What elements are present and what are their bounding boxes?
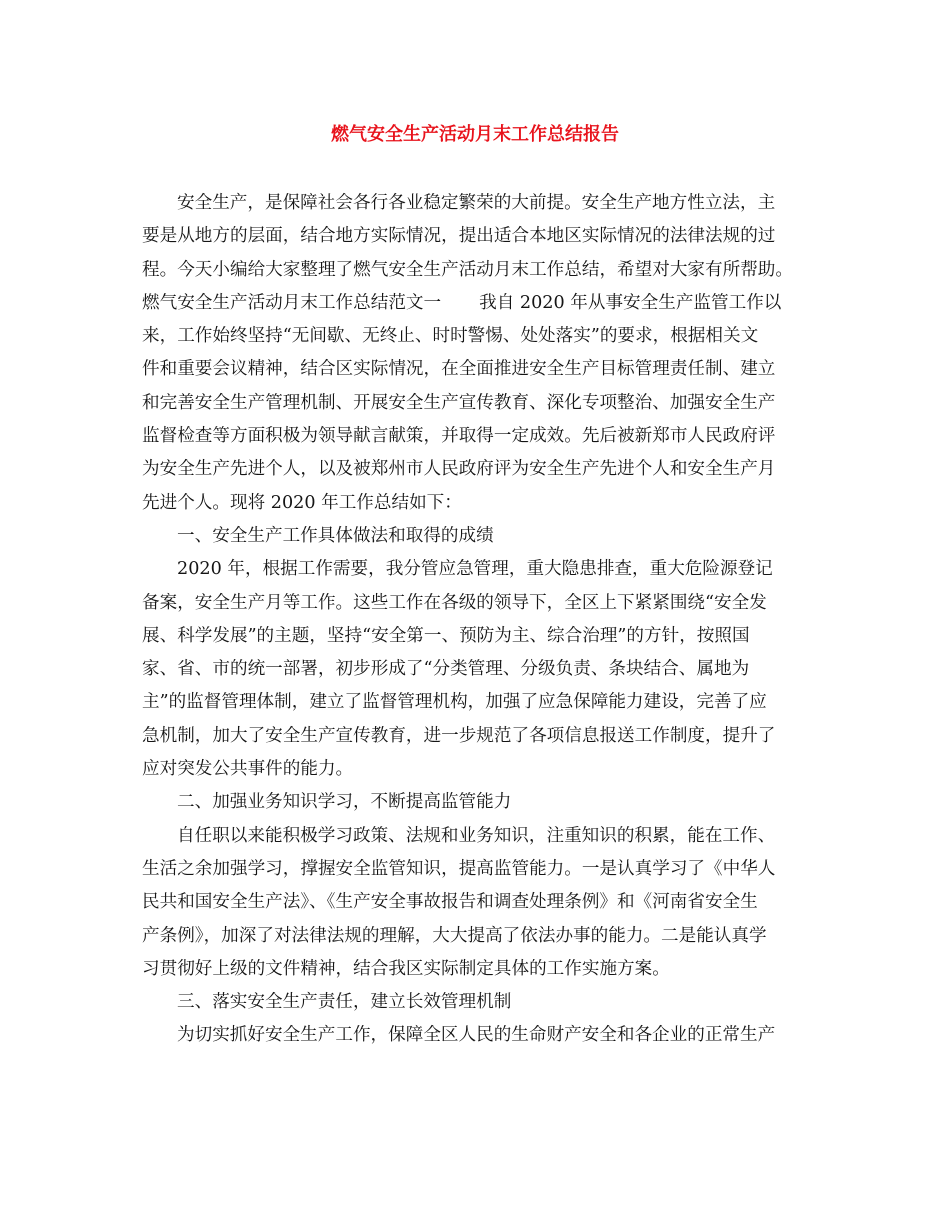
text-line: 来，工作始终坚持“无间歇、无终止、时时警惕、处处落实”的要求，根据相关文: [142, 326, 759, 347]
text-line: 展、科学发展”的主题，坚持“安全第一、预防为主、综合治理”的方针，按照国: [142, 625, 750, 646]
text-line: 件和重要会议精神，结合区实际情况，在全面推进安全生产目标管理责任制、建立: [142, 359, 776, 380]
text-line: 程。今天小编给大家整理了燃气安全生产活动月末工作总结，希望对大家有所帮助。: [142, 259, 793, 280]
text-line: 和完善安全生产管理机制、开展安全生产宣传教育、深化专项整治、加强安全生产: [142, 392, 776, 413]
text-fragment: 我自 2020 年从事安全生产监管工作以: [479, 292, 782, 313]
text-line: [142, 287, 814, 320]
text-line: 安全生产，是保障社会各行各业稳定繁荣的大前提。安全生产地方性立法，主: [177, 193, 776, 213]
text-line: 监督检查等方面积极为领导献言献策，并取得一定成效。先后被新郑市人民政府评: [142, 426, 776, 447]
text-line: 习贯彻好上级的文件精神，结合我区实际制定具体的工作实施方案。: [142, 958, 670, 979]
text-line: 家、省、市的统一部署，初步形成了“分类管理、分级负责、条块结合、属地为: [142, 659, 750, 680]
text-line: 备案，安全生产月等工作。这些工作在各级的领导下，全区上下紧紧围绕“安全发: [142, 592, 767, 613]
text-line: 为安全生产先进个人，以及被郑州市人民政府评为安全生产先进个人和安全生产月: [142, 459, 776, 480]
text-line: 自任职以来能积极学习政策、法规和业务知识，注重知识的积累，能在工作、: [177, 825, 776, 846]
section-heading: 三、落实安全生产责任，建立长效管理机制: [177, 992, 512, 1013]
text-line: 先进个人。现将 2020 年工作总结如下：: [142, 492, 462, 513]
text-line: 为切实抓好安全生产工作，保障全区人民的生命财产安全和各企业的正常生产: [177, 1025, 776, 1046]
text-line: 要是从地方的层面，结合地方实际情况，提出适合本地区实际情况的法律法规的过: [142, 226, 776, 247]
document-body: [142, 187, 814, 1053]
section-heading: 二、加强业务知识学习，不断提高监管能力: [177, 792, 512, 813]
text-line: 产条例》，加深了对法律法规的理解，大大提高了依法办事的能力。二是能认真学: [142, 925, 767, 946]
text-line: 主”的监督管理体制，建立了监督管理机构，加强了应急保障能力建设，完善了应: [142, 692, 767, 713]
section-heading: 一、安全生产工作具体做法和取得的成绩: [177, 525, 494, 546]
text-line: 应对突发公共事件的能力。: [142, 759, 354, 780]
section-heading-inline: 燃气安全生产活动月末工作总结范文一: [142, 292, 442, 313]
text-line: 民共和国安全生产法》、《生产安全事故报告和调查处理条例》和《河南省安全生: [142, 892, 758, 913]
document-title: 燃气安全生产活动月末工作总结报告: [331, 124, 619, 145]
text-line: 2020 年，根据工作需要，我分管应急管理，重大隐患排查，重大危险源登记: [177, 559, 773, 580]
text-line: 急机制，加大了安全生产宣传教育，进一步规范了各项信息报送工作制度，提升了: [142, 725, 776, 746]
text-line: 生活之余加强学习，撑握安全监管知识，提高监管能力。一是认真学习了《中华人: [142, 858, 776, 879]
